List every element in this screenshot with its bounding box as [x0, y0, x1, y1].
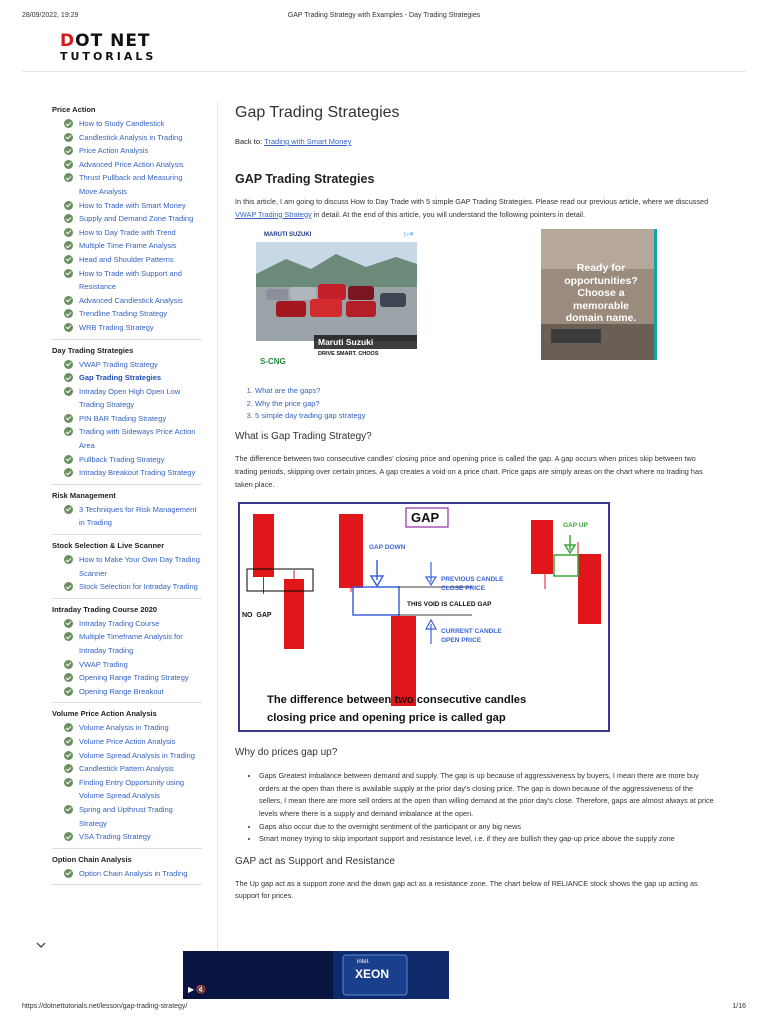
sidebar-item[interactable]: [52, 321, 202, 335]
sidebar-item[interactable]: [52, 131, 202, 145]
sidebar-item[interactable]: [52, 117, 202, 131]
sidebar-item[interactable]: [52, 553, 202, 580]
ad2-line-1: Ready for: [576, 262, 626, 275]
sidebar-group: [52, 605, 202, 704]
check-circle-icon: [64, 133, 73, 142]
sidebar-item[interactable]: [52, 466, 202, 480]
sidebar-item-label: Option Chain Analysis in Trading: [79, 868, 188, 878]
sidebar-item-label: Advanced Candlestick Analysis: [79, 295, 183, 305]
sidebar-item[interactable]: [52, 830, 202, 844]
curr-open-line-2: OPEN PRICE: [441, 637, 482, 645]
sidebar-item-label: Volume Spread Analysis in Trading: [79, 750, 195, 760]
check-circle-icon: [64, 737, 73, 746]
check-circle-icon: [64, 228, 73, 237]
sidebar-item[interactable]: [52, 253, 202, 267]
ad2-line-3: Choose a: [577, 287, 625, 300]
sidebar-item[interactable]: [52, 412, 202, 426]
why-gap-heading: Why do prices gap up?: [235, 747, 338, 759]
video-controls[interactable]: ▶ 🔇: [188, 985, 207, 994]
prev-close-line-2: CLOSE PRICE: [441, 585, 486, 593]
sidebar-item-label: Supply and Demand Zone Trading: [79, 214, 194, 224]
sidebar-group: [52, 709, 202, 848]
sidebar-item[interactable]: [52, 762, 202, 776]
check-circle-icon: [64, 582, 73, 591]
sidebar-item-label: How to Trade with Support and Resistance: [79, 268, 182, 292]
check-circle-icon: [64, 805, 73, 814]
sidebar-item[interactable]: [52, 199, 202, 213]
print-datetime: 28/09/2022, 19:29: [22, 12, 79, 19]
sidebar-item-label: Spring and Upthrust Trading Strategy: [79, 804, 173, 828]
figure-title: GAP: [411, 510, 440, 526]
sidebar-item[interactable]: [52, 425, 202, 452]
check-circle-icon: [64, 455, 73, 464]
sidebar-item-label: VWAP Trading: [79, 659, 128, 669]
sidebar-item-label: Trading with Sideways Price Action Area: [79, 427, 196, 451]
check-circle-icon: [64, 214, 73, 223]
sidebar-item[interactable]: [52, 735, 202, 749]
support-resistance-paragraph: The Up gap act as a support zone and the down gap act as a resistance zone. The chart below of RELIANCE stock shows the gap up acting as support for prices.: [235, 878, 698, 901]
page-title: Gap Trading Strategies: [235, 104, 400, 121]
toc-link[interactable]: Why the price gap?: [255, 398, 320, 408]
sidebar-item-label: Multiple Time Frame Analysis: [79, 241, 177, 251]
sidebar-item-label: Intraday Breakout Trading Strategy: [79, 468, 196, 478]
sidebar-item-label: Finding Entry Opportunity using Volume Spread Analysis: [79, 777, 185, 801]
check-circle-icon: [64, 505, 73, 514]
sidebar-item-label: PIN BAR Trading Strategy: [79, 413, 167, 423]
main-content: [235, 102, 717, 903]
list-item: • Gaps Greatest imbalance between demand and supply. The gap is up because of aggressiveness by buyers, I mean there are more buy orders at the open than there is available supply at the prior day's closing price. The gap is down because of the aggressiveness of the sellers, I mean there are more sell orders at the open than willing demand at the prior day's close. Therefore, gaps are almost always at price levels where there is a supply and demand imbalance at the open.: [259, 770, 717, 820]
check-circle-icon: [64, 673, 73, 682]
sidebar-group-heading: Risk Management: [52, 490, 116, 500]
check-circle-icon: [64, 427, 73, 436]
check-circle-icon: [64, 309, 73, 318]
page-number: 1/16: [732, 1003, 746, 1010]
sidebar: [52, 102, 202, 891]
sidebar-item[interactable]: [52, 721, 202, 735]
list-item: • Gaps also occur due to the overnight sentiment of the participant or any big news: [259, 821, 717, 834]
ad2-text: [551, 262, 651, 325]
sidebar-group-heading: Day Trading Strategies: [52, 345, 134, 355]
toc-link[interactable]: What are the gaps?: [255, 386, 321, 396]
gap-down-label: GAP DOWN: [369, 544, 406, 552]
sidebar-group-heading: Intraday Trading Course 2020: [52, 604, 158, 614]
site-logo[interactable]: [60, 33, 156, 63]
sidebar-item[interactable]: [52, 630, 202, 657]
sidebar-item-label: Stock Selection for Intraday Trading: [79, 582, 198, 592]
sidebar-item[interactable]: [52, 453, 202, 467]
void-label: THIS VOID IS CALLED GAP: [407, 601, 492, 609]
caption-line-2: closing price and opening price is called gap: [267, 712, 506, 725]
check-circle-icon: [64, 764, 73, 773]
sidebar-item[interactable]: [52, 358, 202, 372]
adchoices-icon[interactable]: ▷✕: [404, 232, 414, 239]
support-resistance-heading: GAP act as Support and Resistance: [235, 855, 395, 867]
caption-line-1: The difference between two consecutive candles: [267, 694, 527, 707]
check-circle-icon: [64, 660, 73, 669]
sidebar-item[interactable]: [52, 267, 202, 294]
sidebar-item[interactable]: [52, 171, 202, 198]
check-circle-icon: [64, 373, 73, 382]
sidebar-item[interactable]: [52, 749, 202, 763]
sidebar-item[interactable]: [52, 371, 202, 385]
sidebar-item-label: Intraday Open High Open Low Trading Strategy: [79, 386, 181, 410]
check-circle-icon: [64, 869, 73, 878]
sidebar-item-label: Candlestick Analysis in Trading: [79, 132, 183, 142]
back-link[interactable]: Trading with Smart Money: [264, 137, 352, 146]
sidebar-item[interactable]: [52, 776, 202, 803]
sidebar-item-label: Opening Range Breakout: [79, 686, 164, 696]
sidebar-group: [52, 855, 202, 886]
sidebar-group: [52, 105, 202, 340]
sidebar-item-label: Price Action Analysis: [79, 146, 149, 156]
sidebar-item[interactable]: [52, 385, 202, 412]
sidebar-item-label: 3 Techniques for Risk Management in Trading: [79, 504, 197, 528]
sidebar-item-label: Volume Analysis in Trading: [79, 723, 169, 733]
intro-text-2: in detail. At the end of this article, you will understand the following pointers in detail.: [311, 209, 586, 219]
logo-line1: OT NET: [75, 31, 151, 51]
sidebar-item[interactable]: [52, 158, 202, 172]
sidebar-item[interactable]: [52, 239, 202, 253]
toc-item[interactable]: [255, 385, 717, 397]
ad1-brand: MARUTI SUZUKI: [264, 232, 312, 239]
toc-item[interactable]: [255, 398, 717, 410]
intel-xeon-ad[interactable]: [183, 951, 449, 999]
check-circle-icon: [64, 360, 73, 369]
check-circle-icon: [64, 687, 73, 696]
intro-text-1: In this article, I am going to discuss How to Day Trade with 5 simple GAP Trading Strategies. Please read our previous article, where we discussed: [235, 197, 709, 206]
check-circle-icon: [64, 296, 73, 305]
sidebar-item[interactable]: [52, 294, 202, 308]
xeon-brand: XEON: [355, 967, 390, 981]
check-circle-icon: [64, 160, 73, 169]
check-circle-icon: [64, 632, 73, 641]
sidebar-group: [52, 346, 202, 485]
header-divider: [22, 71, 746, 72]
logo-line2: TUTORIALS: [60, 50, 157, 63]
sidebar-item-label: Thrust Pullback and Measuring Move Analysis: [79, 173, 183, 196]
ad2-line-4: memorable: [572, 299, 630, 312]
sidebar-item-label: Opening Range Trading Strategy: [79, 673, 189, 683]
curr-open-label: [441, 627, 502, 645]
print-footer: [22, 1003, 746, 1010]
sidebar-item[interactable]: [52, 226, 202, 240]
sidebar-group: [52, 541, 202, 599]
sidebar-item-label: VSA Trading Strategy: [79, 832, 151, 842]
sidebar-item[interactable]: [52, 803, 202, 830]
sidebar-item[interactable]: [52, 671, 202, 685]
check-circle-icon: [64, 387, 73, 396]
sidebar-item-label: How to Day Trade with Trend: [79, 227, 176, 237]
logo-letter: D: [60, 31, 76, 51]
check-circle-icon: [64, 241, 73, 250]
sidebar-item[interactable]: [52, 144, 202, 158]
sidebar-item-label: Intraday Trading Course: [79, 618, 160, 628]
sidebar-group-heading: Stock Selection & Live Scanner: [52, 541, 165, 551]
section-title: GAP Trading Strategies: [235, 172, 375, 186]
sidebar-group-heading: Volume Price Action Analysis: [52, 709, 157, 719]
check-circle-icon: [64, 255, 73, 264]
sidebar-item-label: How to Study Candlestick: [79, 119, 165, 128]
check-circle-icon: [64, 619, 73, 628]
check-circle-icon: [64, 173, 73, 182]
sidebar-group-heading: Price Action: [52, 105, 96, 114]
check-circle-icon: [64, 832, 73, 841]
check-circle-icon: [64, 468, 73, 477]
check-circle-icon: [64, 323, 73, 332]
sidebar-item-label: VWAP Trading Strategy: [79, 359, 158, 369]
check-circle-icon: [64, 751, 73, 760]
prev-close-line-1: PREVIOUS CANDLE: [441, 576, 504, 584]
sidebar-item-label: Trendline Trading Strategy: [79, 309, 168, 319]
vwap-link[interactable]: VWAP Trading Strategy: [235, 209, 312, 219]
gap-up-label: GAP UP: [563, 522, 588, 530]
sidebar-item[interactable]: [52, 307, 202, 321]
gap-illustration: [238, 502, 610, 732]
ad1-caption-1: Maruti Suzuki: [318, 337, 374, 348]
ad2-line-5: domain name.: [565, 312, 637, 325]
check-circle-icon: [64, 778, 73, 787]
intel-brand: intel.: [357, 959, 370, 965]
prev-close-label: [441, 575, 503, 593]
toc-item[interactable]: [255, 410, 717, 422]
sidebar-item-label: Gap Trading Strategies: [79, 373, 162, 383]
sidebar-item[interactable]: [52, 503, 202, 530]
sidebar-item[interactable]: [52, 685, 202, 699]
what-is-gap-paragraph: The difference between two consecutive candles' closing price and opening price is called the gap. A gap occurs when prices skip between two trading periods, skipping over certain prices. A gap creates a void on a price chart. Price gaps are simply areas on the chart where no trading has taken place.: [235, 454, 703, 489]
check-circle-icon: [64, 119, 73, 128]
toc-list: [235, 385, 717, 422]
sidebar-item[interactable]: [52, 212, 202, 226]
sidebar-item-label: How to Trade with Smart Money: [79, 200, 186, 210]
collapse-chevron-icon[interactable]: [34, 938, 48, 950]
check-circle-icon: [64, 146, 73, 155]
breadcrumb: [235, 137, 717, 146]
sidebar-item-label: Pullback Trading Strategy: [79, 454, 165, 464]
print-page-title: GAP Trading Strategy with Examples - Day Trading Strategies: [287, 12, 481, 19]
sidebar-item-label: WRB Trading Strategy: [79, 322, 154, 332]
sidebar-item-label: Head and Shoulder Patterns: [79, 254, 174, 264]
sidebar-group-heading: Option Chain Analysis: [52, 854, 132, 864]
ad2-line-2: opportunities?: [564, 274, 638, 287]
check-circle-icon: [64, 269, 73, 278]
sidebar-item[interactable]: [52, 580, 202, 594]
check-circle-icon: [64, 723, 73, 732]
sidebar-item[interactable]: [52, 617, 202, 631]
sidebar-item-label: Volume Price Action Analysis: [79, 736, 176, 746]
sidebar-group: [52, 491, 202, 535]
check-circle-icon: [64, 555, 73, 564]
no-gap-label: NO GAP: [242, 612, 272, 620]
ad1-caption-2: DRIVE SMART. CHOOS: [318, 351, 379, 358]
print-header: [22, 12, 746, 22]
sidebar-item-label: Advanced Price Action Analysis: [79, 159, 184, 169]
back-label: Back to:: [235, 137, 263, 146]
footer-url: https://dotnettutorials.net/lesson/gap-trading-strategy/: [22, 1003, 188, 1010]
sidebar-item[interactable]: [52, 658, 202, 672]
list-item: • Smart money trying to skip important support and resistance level, i.e. if they are bullish they gap-up price above the supply zone: [259, 833, 717, 846]
toc-link[interactable]: 5 simple day trading gap strategy: [255, 411, 366, 420]
check-circle-icon: [64, 201, 73, 210]
maruti-ad[interactable]: [256, 229, 417, 374]
sidebar-item[interactable]: [52, 867, 202, 881]
ad-row: [235, 229, 717, 377]
what-is-gap-heading: What is Gap Trading Strategy?: [235, 431, 372, 443]
figure-caption: [267, 691, 526, 727]
ad1-logo: S-CNG: [260, 357, 286, 367]
sidebar-divider: [217, 102, 218, 950]
intro-paragraph: [235, 196, 717, 221]
sidebar-item-label: How to Make Your Own Day Trading Scanner: [79, 555, 200, 578]
sidebar-item-label: Candlestick Pattern Analysis: [79, 764, 174, 774]
domain-ad[interactable]: [541, 229, 707, 360]
check-circle-icon: [64, 414, 73, 423]
sidebar-item-label: Multiple Timeframe Analysis for Intraday Trading: [79, 632, 183, 655]
why-gap-list: [235, 770, 717, 846]
curr-open-line-1: CURRENT CANDLE: [441, 628, 502, 636]
